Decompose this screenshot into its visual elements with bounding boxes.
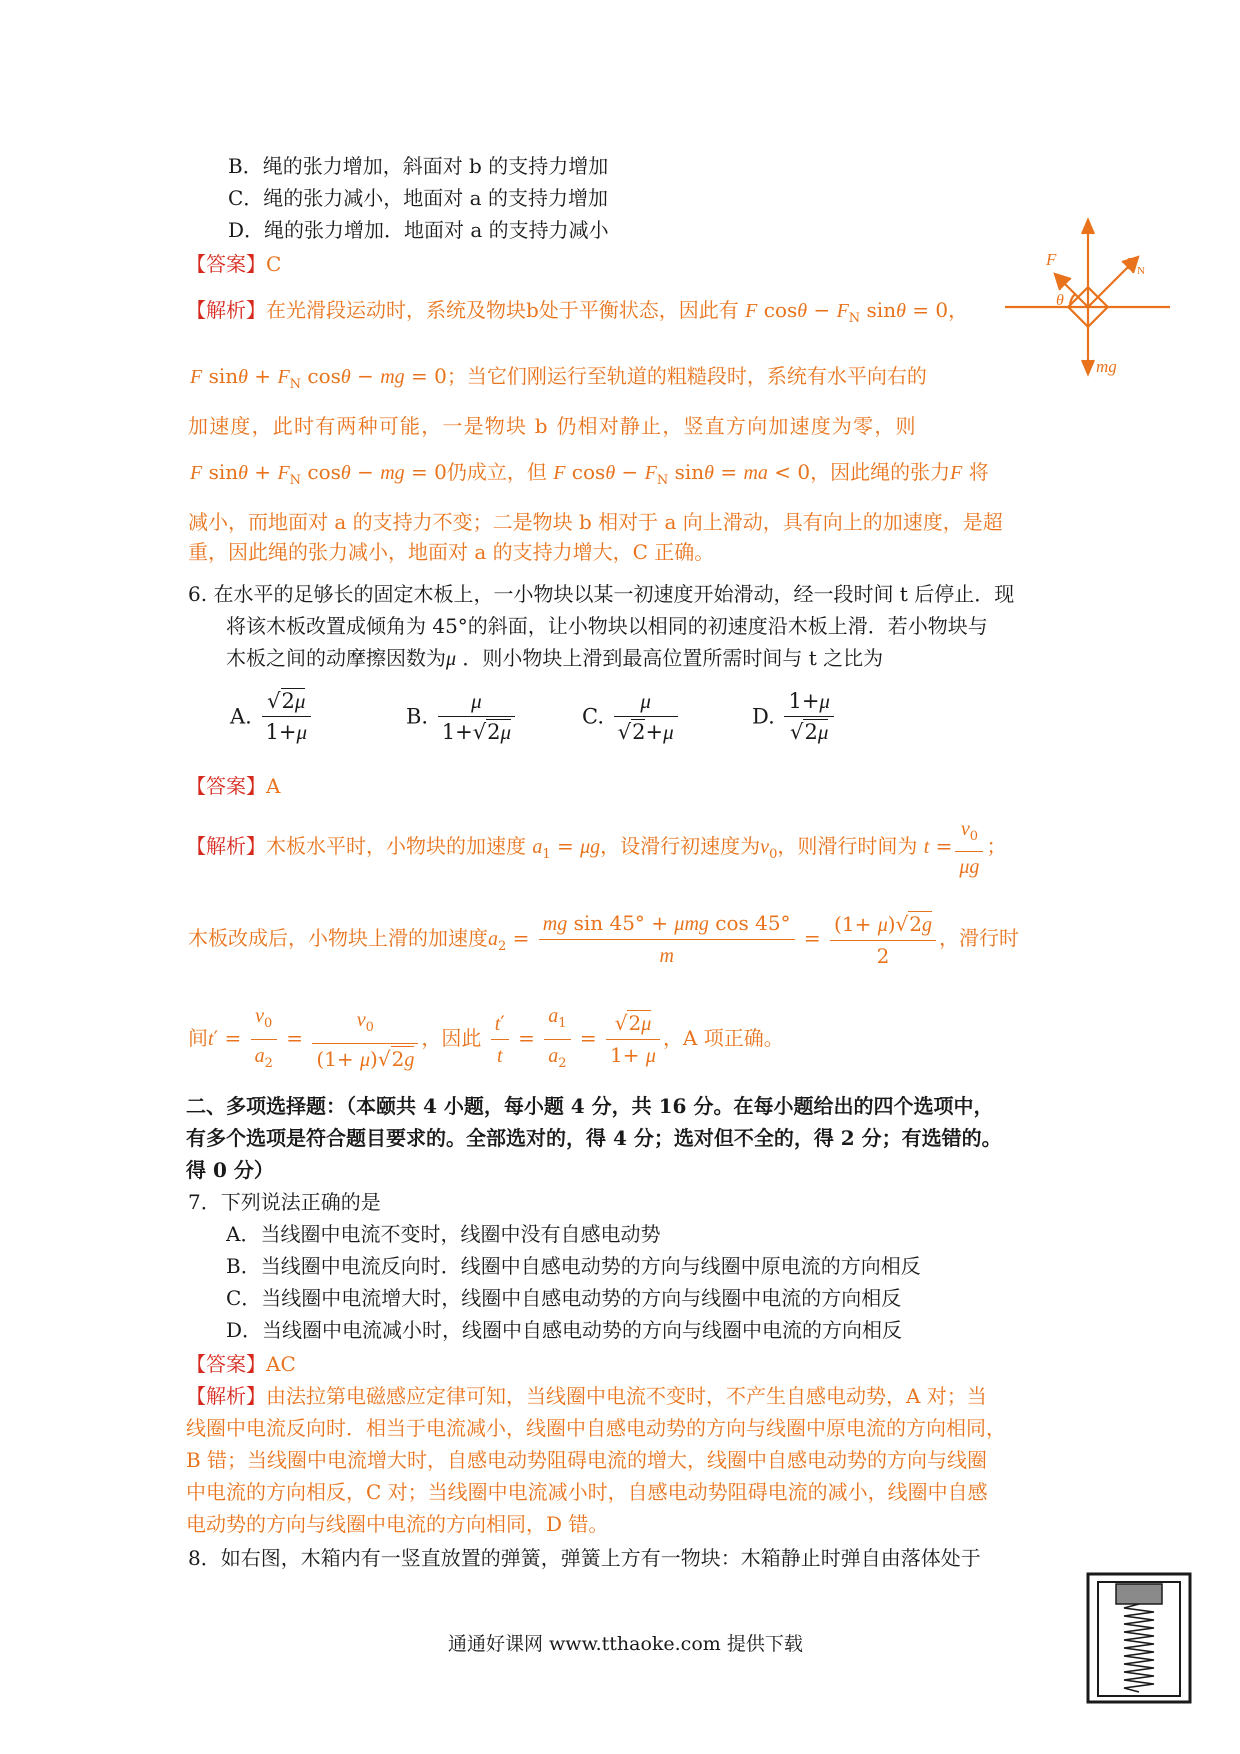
q7-analysis-line-2: 线圈中电流反向时．相当于电流减小，线圈中自感电动势的方向与线圈中原电流的方向相同，: [186, 1416, 1006, 1440]
q6-analysis-line-2: 木板改成后，小物块上滑的加速度$a_2$ = $\frac{\text{mg sin 45° + μmg cos 45°}}{m}$ = $\frac{(1+ \mu)√2g}{2}$ ，滑行时: [188, 911, 1020, 968]
q7-option-b: B．当线圈中电流反向时．线圈中自感电动势的方向与线圈中原电流的方向相反: [226, 1254, 921, 1278]
q7-option-d: D．当线圈中电流减小时，线圈中自感电动势的方向与线圈中电流的方向相反: [226, 1318, 903, 1342]
q5-analysis-line-6: 重，因此绳的张力减小，地面对 a 的支持力增大，C 正确。: [188, 540, 715, 564]
q5-answer: [186, 250, 281, 278]
force-label-fn: F: [1126, 254, 1137, 273]
force-label-fn-sub: N: [1137, 265, 1145, 277]
q7-option-a: A．当线圈中电流不变时，线圈中没有自感电动势: [226, 1222, 661, 1246]
q6-option-b: B. $\frac{\mu}{1+√2\mu}$: [406, 688, 518, 745]
formula: F $\cos\theta - F_N$ sinθ = ma < 0: [553, 460, 811, 488]
q6-analysis-line-1: 【解析】木板水平时，小物块的加速度 $a_1 = \mu g$，设滑行初速度为$v_0$，则滑行时间为 t = $\frac{v_0}{\mu g}$ ；: [186, 818, 1007, 878]
angle-label: θ: [1056, 292, 1064, 309]
force-label-f: F: [1046, 250, 1057, 269]
analysis-tag: 【解析】: [186, 834, 266, 858]
answer-tag: 【答案】: [186, 252, 266, 276]
q6-option-d: D. $\frac{1+\mu}{√2\mu}$: [752, 688, 837, 745]
q7-option-c: C．当线圈中电流增大时，线圈中自感电动势的方向与线圈中电流的方向相反: [226, 1286, 902, 1310]
q5-analysis-line-2: F $\sin\theta + F_N$ cosθ − mg = 0；当它们刚运行至轨道的粗糙段时，系统有水平向右的: [190, 364, 927, 392]
q7-answer: 【答案】AC: [186, 1352, 296, 1376]
q6-stem-line-2: 将该木板改置成倾角为 45°的斜面，让小物块以相同的初速度沿木板上滑．若小物块与: [226, 614, 988, 638]
spring-box-diagram: [1086, 1572, 1192, 1704]
q5-analysis-line-1: 【解析】在光滑段运动时，系统及物块b处于平衡状态，因此有 F $\cos\theta - F_N$ sinθ = 0，: [186, 298, 969, 326]
q5-option-d: D．绳的张力增加．地面对 a 的支持力减小: [228, 218, 609, 242]
analysis-tag: 【解析】: [186, 298, 266, 322]
answer-value: C: [266, 252, 282, 276]
q5-analysis-line-4: F $\sin\theta + F_N$ cosθ − mg = 0仍成立，但 F $\cos\theta - F_N$ sinθ = ma < 0，因此绳的张力F 将: [190, 460, 989, 488]
q5-option-b: B．绳的张力增加，斜面对 b 的支持力增加: [228, 154, 609, 178]
section2-header-line-2: 有多个选项是符合题目要求的。全部选对的，得 4 分；选对但不全的，得 2 分；有选错的。: [186, 1126, 1002, 1150]
footer-text: 通通好课网 www.tthaoke.com 提供下载: [448, 1633, 803, 1655]
q6-stem-line-1: 6. 在水平的足够长的固定木板上，一小物块以某一初速度开始滑动，经一段时间 t 后停止．现: [188, 582, 1015, 606]
formula: F $\sin\theta + F_N$ cosθ − mg = 0: [190, 460, 447, 488]
force-diagram: [1000, 212, 1180, 382]
section2-header-line-1: 二、多项选择题：（本颐共 4 小题，每小题 4 分，共 16 分。在每小题给出的四个选项中，: [186, 1094, 994, 1118]
force-label-mg: mg: [1096, 357, 1117, 376]
q6-option-c: C. $\frac{\mu}{√2+\mu}$: [582, 688, 681, 745]
block: [1116, 1584, 1162, 1604]
q7-analysis-line-1: 【解析】由法拉第电磁感应定律可知，当线圈中电流不变时，不产生自感电动势，A 对；当: [186, 1384, 987, 1408]
q6-stem-line-3: 木板之间的动摩擦因数为μ ．则小物块上滑到最高位置所需时间与 t 之比为: [226, 646, 884, 670]
q7-analysis-line-5: 电动势的方向与线圈中电流的方向相同，D 错。: [186, 1512, 609, 1536]
q6-analysis-line-3: 间t′ = $\frac{v_0}{a_2}$ = $\frac{v_0}{(1+ \mu)√2g}$ ，因此 $\frac{t'}{t}$ = $\frac{a_1}{a_2}$ = $\frac{√2\mu}{1+ \mu}$ ，A 项正确。: [188, 1002, 784, 1062]
q7-analysis-line-4: 中电流的方向相反，C 对；当线圈中电流减小时，自感电动势阻碍电流的减小，线圈中自感: [186, 1480, 988, 1504]
q5-analysis-line-3: 加速度，此时有两种可能，一是物块 b 仍相对静止，竖直方向加速度为零，则: [188, 414, 917, 438]
q8-stem: 8．如右图，木箱内有一竖直放置的弹簧，弹簧上方有一物块：木箱静止时弹自由落体处于: [188, 1546, 981, 1570]
formula: F $\sin\theta + F_N$ cosθ − mg = 0: [190, 364, 447, 392]
q6-answer: 【答案】A: [186, 774, 281, 798]
q6-option-a: A. $\frac{√2\mu}{1+\mu}$: [230, 688, 314, 745]
formula: F $\cos\theta - F_N$ sinθ = 0，: [745, 298, 969, 326]
q7-stem: 7．下列说法正确的是: [188, 1190, 381, 1214]
q7-analysis-line-3: B 错；当线圈中电流增大时，自感电动势阻碍电流的增大，线圈中自感电动势的方向与线圈: [186, 1448, 988, 1472]
q5-analysis-line-5: 减小，而地面对 a 的支持力不变；二是物块 b 相对于 a 向上滑动，具有向上的加速度，是超: [188, 510, 1003, 534]
analysis-tag: 【解析】: [186, 1384, 266, 1408]
section2-header-line-3: 得 0 分）: [186, 1158, 274, 1182]
q5-option-c: C．绳的张力减小，地面对 a 的支持力增加: [228, 186, 608, 210]
